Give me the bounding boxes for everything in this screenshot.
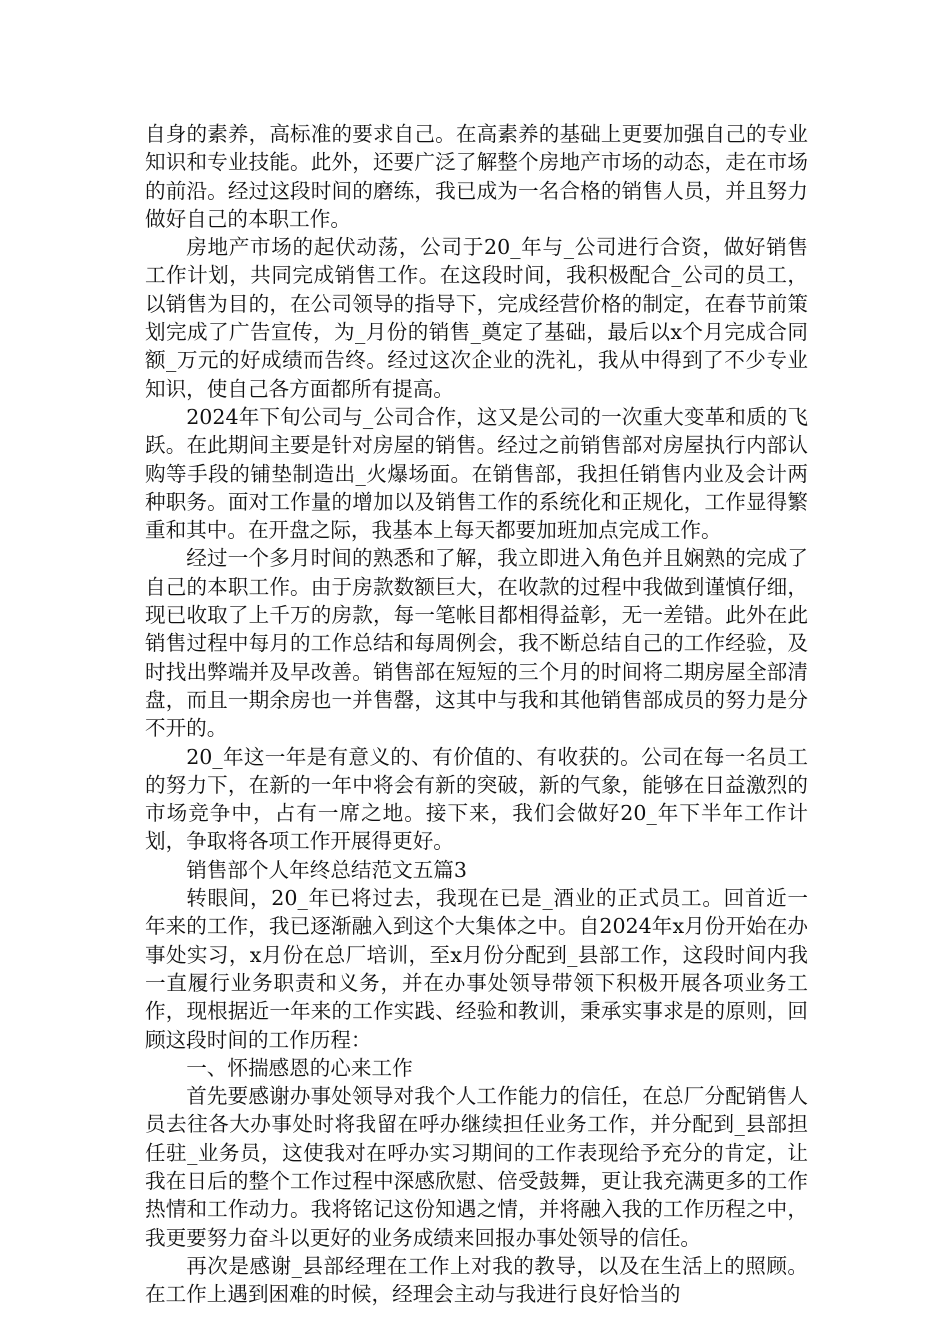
paragraph: 自身的素养，高标准的要求自己。在高素养的基础上更要加强自己的专业知识和专业技能。此外，还要广泛了解整个房地产市场的动态，走在市场的前沿。经过这段时间的磨练，我已成为一名合格的销售人员，并且努力做好自己的本职工作。 [145, 122, 808, 231]
paragraph: 房地产市场的起伏动荡，公司于20_年与_公司进行合资，做好销售工作计划，共同完成销售工作。在这段时间，我积极配合_公司的员工，以销售为目的，在公司领导的指导下，完成经营价格的制定，在春节前策划完成了广告宣传，为_月份的销售_奠定了基础，最后以x个月完成合同额_万元的好成绩而告终。经过这次企业的洗礼，我从中得到了不少专业知识，使自己各方面都所有提高。 [145, 235, 808, 401]
paragraph: 经过一个多月时间的熟悉和了解，我立即进入角色并且娴熟的完成了自己的本职工作。由于房款数额巨大，在收款的过程中我做到谨慎仔细，现已收取了上千万的房款，每一笔帐目都相得益彰，无一差错。此外在此销售过程中每月的工作总结和每周例会，我不断总结自己的工作经验，及时找出弊端并及早改善。销售部在短短的三个月的时间将二期房屋全部清盘，而且一期余房也一并售罄，这其中与我和其他销售部成员的努力是分不开的。 [145, 546, 808, 741]
paragraph: 再次是感谢_县部经理在工作上对我的教导，以及在生活上的照顾。在工作上遇到困难的时候，经理会主动与我进行良好恰当的 [145, 1253, 808, 1307]
section-heading: 一、怀揣感恩的心来工作 [186, 1055, 413, 1080]
paragraph: 2024年下旬公司与_公司合作，这又是公司的一次重大变革和质的飞跃。在此期间主要是针对房屋的销售。经过之前销售部对房屋执行内部认购等手段的铺垫制造出_火爆场面。在销售部，我担任销售内业及会计两种职务。面对工作量的增加以及销售工作的系统化和正规化，工作显得繁重和其中。在开盘之际，我基本上每天都要加班加点完成工作。 [145, 404, 808, 543]
document-body [145, 120, 808, 1308]
paragraph: 转眼间，20_年已将过去，我现在已是_酒业的正式员工。回首近一年来的工作，我已逐渐融入到这个大集体之中。自2024年x月份开始在办事处实习，x月份在总厂培训，至x月份分配到_县部工作，这段时间内我一直履行业务职责和义务，并在办事处领导带领下积极开展各项业务工作，现根据近一年来的工作实践、经验和教训，秉承实事求是的原则，回顾这段时间的工作历程： [145, 886, 808, 1052]
paragraph: 20_年这一年是有意义的、有价值的、有收获的。公司在每一名员工的努力下，在新的一年中将会有新的突破，新的气象，能够在日益激烈的市场竞争中，占有一席之地。接下来，我们会做好20_年下半年工作计划，争取将各项工作开展得更好。 [145, 744, 808, 854]
paragraph: 首先要感谢办事处领导对我个人工作能力的信任，在总厂分配销售人员去往各大办事处时将我留在呼办继续担任业务工作，并分配到_县部担任驻_业务员，这使我对在呼办实习期间的工作表现给予充分的肯定，让我在日后的整个工作过程中深感欣慰、倍受鼓舞，更让我充满更多的工作热情和工作动力。我将铭记这份知遇之情，并将融入我的工作历程之中，我更要努力奋斗以更好的业务成绩来回报办事处领导的信任。 [145, 1084, 808, 1250]
section-heading: 销售部个人年终总结范文五篇3 [186, 857, 468, 882]
